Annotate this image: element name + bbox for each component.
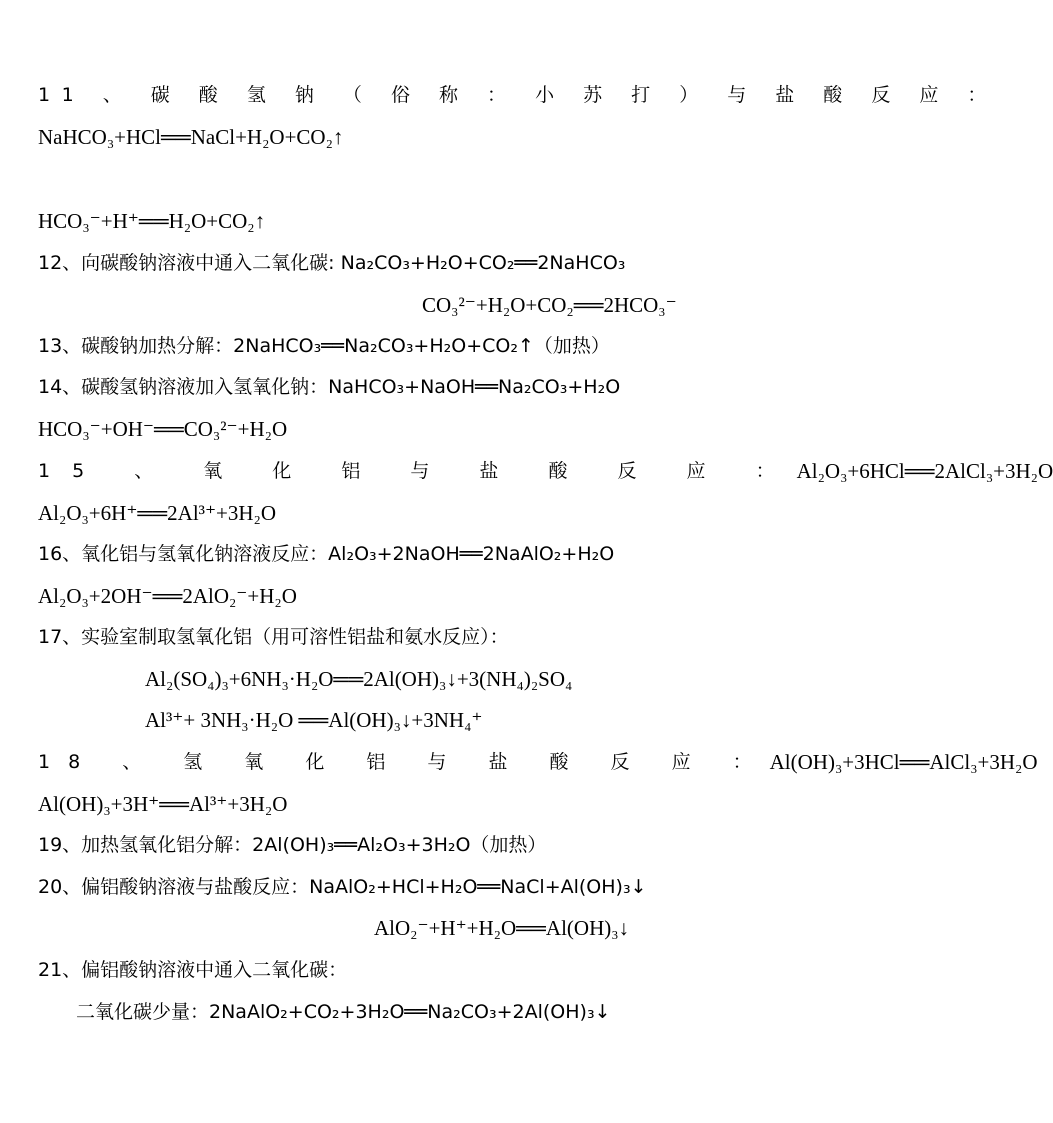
item-18-row xyxy=(38,749,1038,775)
item-11-equation: NaHCO₃+HCl══NaCl+H₂O+CO₂↑ xyxy=(38,125,344,149)
item-21-heading: 21、偏铝酸钠溶液中通入二氧化碳： xyxy=(38,959,348,981)
item-15-ionic-equation: Al₂O₃+6H⁺══2Al³⁺+3H₂O xyxy=(38,501,277,525)
item-20-equation: 20、偏铝酸钠溶液与盐酸反应：NaAlO₂+HCl+H₂O══NaCl+Al(OH)₃↓ xyxy=(38,876,647,898)
item-14-ionic-equation: HCO₃⁻+OH⁻══CO₃²⁻+H₂O xyxy=(38,417,288,441)
item-11-ionic-equation: HCO₃⁻+H⁺══H₂O+CO₂↑ xyxy=(38,209,266,233)
item-18-heading: 18 、 氢 氧 化 铝 与 盐 酸 反 应 ： xyxy=(38,751,770,773)
item-17-heading: 17、实验室制取氢氧化铝（用可溶性铝盐和氨水反应）： xyxy=(38,626,509,648)
item-15-equation: Al₂O₃+6HCl══2AlCl₃+3H₂O xyxy=(796,459,1053,483)
item-16-ionic-equation: Al₂O₃+2OH⁻══2AlO₂⁻+H₂O xyxy=(38,584,297,608)
item-14-equation: 14、碳酸氢钠溶液加入氢氧化钠：NaHCO₃+NaOH══Na₂CO₃+H₂O xyxy=(38,376,621,398)
item-13-equation: 13、碳酸钠加热分解：2NaHCO₃══Na₂CO₃+H₂O+CO₂↑（加热） xyxy=(38,335,610,357)
item-15-row xyxy=(38,458,1053,484)
item-19-equation: 19、加热氢氧化铝分解：2Al(OH)₃══Al₂O₃+3H₂O（加热） xyxy=(38,834,547,856)
item-17-ionic-equation: Al³⁺+ 3NH₃·H₂O ══Al(OH)₃↓+3NH₄⁺ xyxy=(145,708,483,732)
item-18-ionic-equation: Al(OH)₃+3H⁺══Al³⁺+3H₂O xyxy=(38,792,288,816)
item-12-ionic-equation: CO₃²⁻+H₂O+CO₂══2HCO₃⁻ xyxy=(422,293,677,317)
item-20-ionic-equation: AlO₂⁻+H⁺+H₂O══Al(OH)₃↓ xyxy=(374,916,630,940)
item-21-equation: 二氧化碳少量：2NaAlO₂+CO₂+3H₂O══Na₂CO₃+2Al(OH)₃↓ xyxy=(76,1001,611,1023)
item-15-heading: 15 、 氧 化 铝 与 盐 酸 反 应 ： xyxy=(38,460,797,482)
item-12-equation: 12、向碳酸钠溶液中通入二氧化碳: Na₂CO₃+H₂O+CO₂══2NaHCO₃ xyxy=(38,252,626,274)
item-18-equation: Al(OH)₃+3HCl══AlCl₃+3H₂O xyxy=(769,750,1038,774)
item-16-equation: 16、氧化铝与氢氧化钠溶液反应：Al₂O₃+2NaOH══2NaAlO₂+H₂O xyxy=(38,543,615,565)
item-17-equation: Al₂(SO₄)₃+6NH₃·H₂O══2Al(OH)₃↓+3(NH₄)₂SO₄ xyxy=(145,667,573,691)
item-11-heading: 11 、 碳 酸 氢 钠 （ 俗 称 ： 小 苏 打 ） 与 盐 酸 反 应 ： xyxy=(38,84,998,106)
